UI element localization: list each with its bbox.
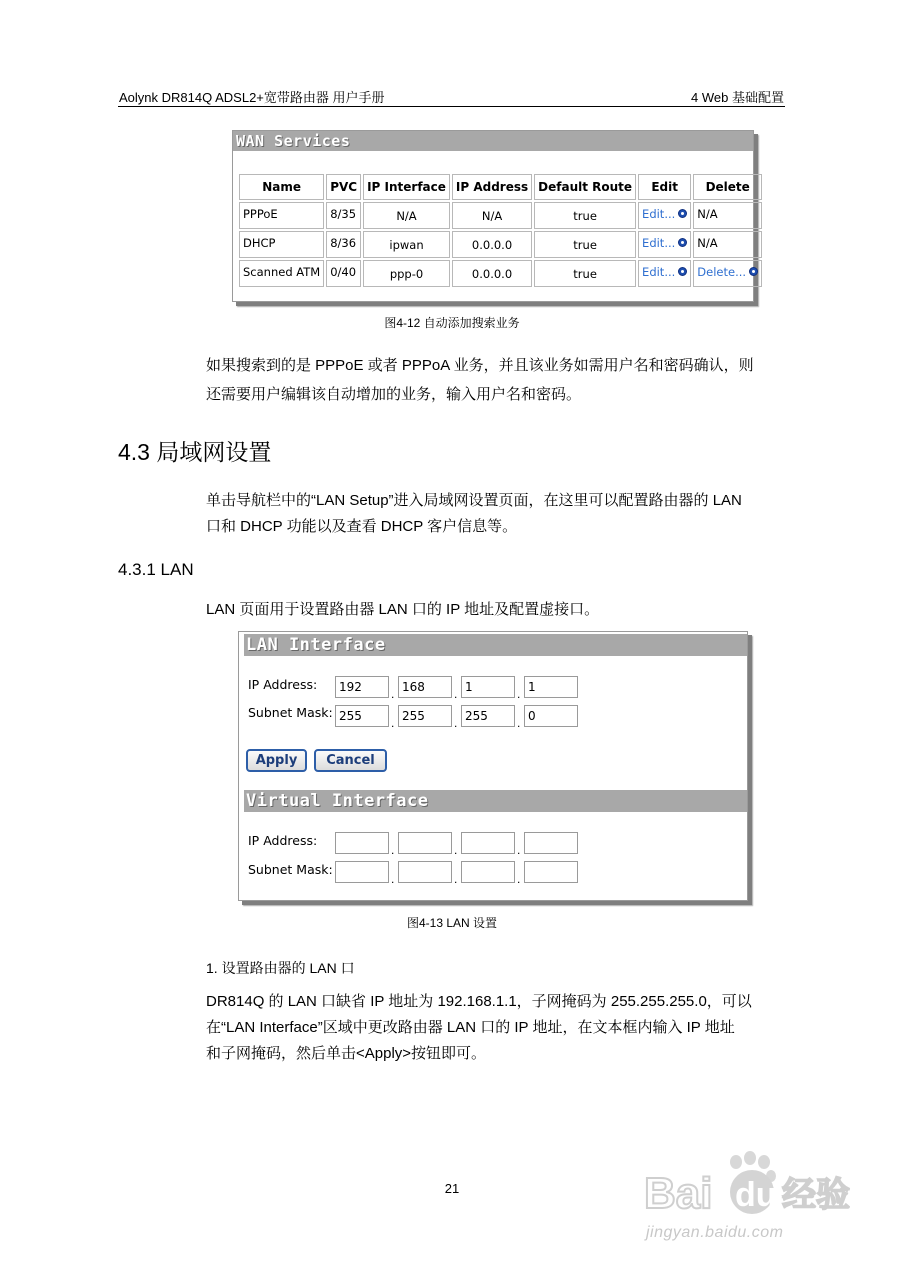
virtual-mask-octet-3[interactable] bbox=[461, 861, 515, 883]
ip-octet-1[interactable]: 192 bbox=[335, 676, 389, 698]
table-row: DHCP 8/36 ipwan 0.0.0.0 true Edit... N/A bbox=[239, 231, 762, 258]
baidu-jingyan-watermark bbox=[640, 1150, 870, 1227]
virtual-ip-address-label: IP Address: bbox=[248, 833, 318, 848]
edit-link[interactable]: Edit... bbox=[638, 231, 691, 258]
edit-link[interactable]: Edit... bbox=[638, 202, 691, 229]
header-right: 4 Web 基础配置 bbox=[691, 90, 784, 105]
lan-interface-panel: LAN Interface IP Address: 192 . 168 . 1 . 1 Subnet Mask: 255 . 255 . 255 . 0 Apply Cancel Virtual Interface IP Address: . . . Subnet Mask: . . . bbox=[238, 631, 748, 901]
svg-text:du: du bbox=[735, 1176, 777, 1214]
delete-link[interactable]: Delete... bbox=[693, 260, 762, 287]
col-delete: Delete bbox=[693, 174, 762, 200]
virtual-ip-octet-4[interactable] bbox=[524, 832, 578, 854]
virtual-ip-octet-1[interactable] bbox=[335, 832, 389, 854]
header-rule bbox=[118, 106, 785, 107]
col-name: Name bbox=[239, 174, 324, 200]
col-default-route: Default Route bbox=[534, 174, 636, 200]
edit-link[interactable]: Edit... bbox=[638, 260, 691, 287]
wan-services-title: WAN Services bbox=[233, 131, 753, 151]
mask-octet-4[interactable]: 0 bbox=[524, 705, 578, 727]
paragraph-line: 和子网掩码，然后单击<Apply>按钮即可。 bbox=[206, 1045, 487, 1062]
lan-interface-title: LAN Interface bbox=[244, 634, 747, 656]
mask-octet-3[interactable]: 255 bbox=[461, 705, 515, 727]
subsection-heading: 4.3.1 LAN bbox=[118, 560, 194, 579]
watermark-url: jingyan.baidu.com bbox=[646, 1224, 784, 1241]
figure-caption-4-12: 图4-12 自动添加搜索业务 bbox=[384, 316, 520, 330]
arrow-circle-icon bbox=[678, 238, 687, 247]
ip-octet-4[interactable]: 1 bbox=[524, 676, 578, 698]
paw-logo-icon bbox=[640, 1150, 870, 1222]
paragraph-line: LAN 页面用于设置路由器 LAN 口的 IP 地址及配置虚接口。 bbox=[206, 601, 600, 618]
col-ip-interface: IP Interface bbox=[363, 174, 450, 200]
subnet-mask-label: Subnet Mask: bbox=[248, 705, 333, 720]
arrow-circle-icon bbox=[678, 267, 687, 276]
ip-octet-3[interactable]: 1 bbox=[461, 676, 515, 698]
ip-address-label: IP Address: bbox=[248, 677, 318, 692]
list-item-heading: 1. 设置路由器的 LAN 口 bbox=[206, 960, 355, 976]
table-header-row bbox=[239, 174, 762, 200]
page-number: 21 bbox=[444, 1181, 460, 1196]
virtual-ip-octet-2[interactable] bbox=[398, 832, 452, 854]
mask-octet-1[interactable]: 255 bbox=[335, 705, 389, 727]
virtual-ip-octet-3[interactable] bbox=[461, 832, 515, 854]
paragraph-line: 还需要用户编辑该自动增加的业务，输入用户名和密码。 bbox=[206, 386, 582, 403]
col-edit: Edit bbox=[638, 174, 691, 200]
svg-text:经验: 经验 bbox=[782, 1175, 850, 1215]
paragraph-line: DR814Q 的 LAN 口缺省 IP 地址为 192.168.1.1，子网掩码为 255.255.255.0，可以 bbox=[206, 993, 752, 1010]
paragraph-line: 口和 DHCP 功能以及查看 DHCP 客户信息等。 bbox=[206, 518, 518, 535]
section-heading: 4.3 局域网设置 bbox=[118, 439, 272, 465]
paragraph-line: 在“LAN Interface”区域中更改路由器 LAN 口的 IP 地址，在文本框内输入 IP 地址 bbox=[206, 1019, 735, 1036]
paragraph-line: 如果搜索到的是 PPPoE 或者 PPPoA 业务，并且该业务如需用户名和密码确认，则 bbox=[206, 357, 754, 374]
wan-services-table bbox=[237, 172, 764, 289]
svg-text:Bai: Bai bbox=[644, 1169, 713, 1218]
cancel-button[interactable]: Cancel bbox=[314, 749, 387, 772]
virtual-mask-octet-2[interactable] bbox=[398, 861, 452, 883]
col-pvc: PVC bbox=[326, 174, 361, 200]
table-row: PPPoE 8/35 N/A N/A true Edit... N/A bbox=[239, 202, 762, 229]
arrow-circle-icon bbox=[749, 267, 758, 276]
ip-octet-2[interactable]: 168 bbox=[398, 676, 452, 698]
header-left: Aolynk DR814Q ADSL2+宽带路由器 用户手册 bbox=[119, 90, 385, 105]
mask-octet-2[interactable]: 255 bbox=[398, 705, 452, 727]
virtual-interface-title: Virtual Interface bbox=[244, 790, 747, 812]
virtual-mask-octet-1[interactable] bbox=[335, 861, 389, 883]
col-ip-address: IP Address bbox=[452, 174, 532, 200]
apply-button[interactable]: Apply bbox=[246, 749, 307, 772]
virtual-mask-octet-4[interactable] bbox=[524, 861, 578, 883]
paragraph-line: 单击导航栏中的“LAN Setup”进入局域网设置页面，在这里可以配置路由器的 LAN bbox=[206, 492, 742, 509]
figure-caption-4-13: 图4-13 LAN 设置 bbox=[406, 916, 498, 930]
table-row: Scanned ATM 0/40 ppp-0 0.0.0.0 true Edit... Delete... bbox=[239, 260, 762, 287]
arrow-circle-icon bbox=[678, 209, 687, 218]
wan-services-panel bbox=[232, 130, 754, 302]
virtual-subnet-mask-label: Subnet Mask: bbox=[248, 862, 333, 877]
